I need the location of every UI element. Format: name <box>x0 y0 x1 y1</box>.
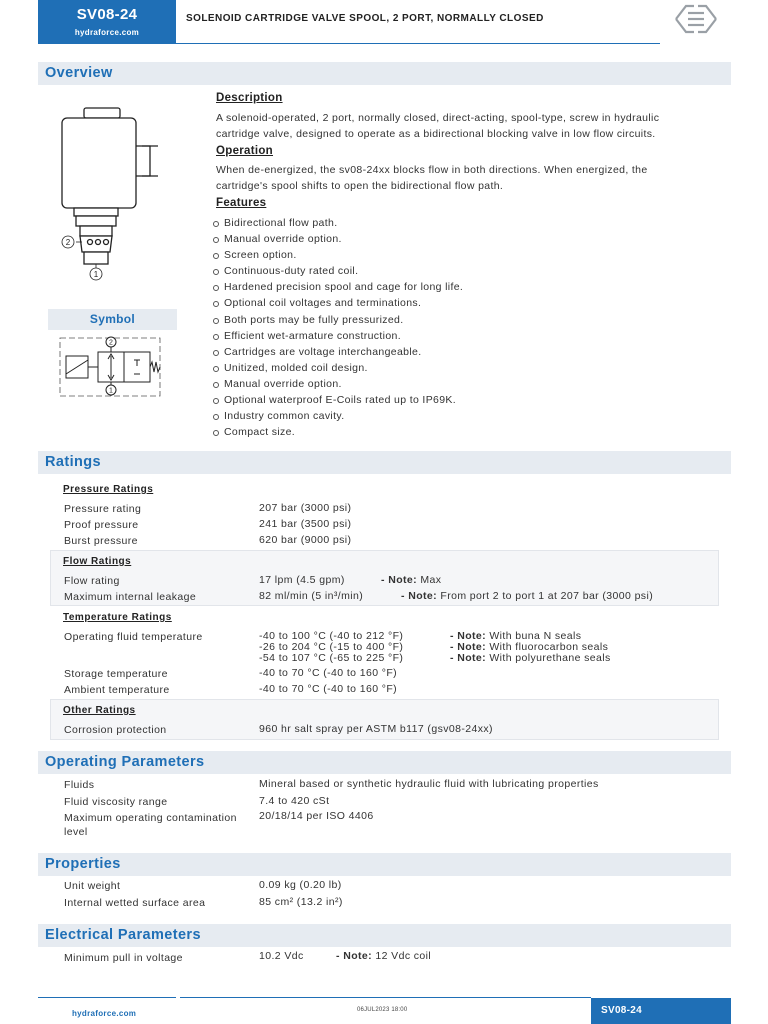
section-title-electrical-parameters: Electrical Parameters <box>45 927 201 943</box>
note-prefix: - Note: <box>450 652 487 664</box>
feature-item: Bidirectional flow path. <box>212 215 463 231</box>
section-title-ratings: Ratings <box>45 454 101 470</box>
operation-line: When de-energized, the sv08-24xx blocks flow in both directions. When energized, the <box>216 164 648 176</box>
contamination-label-line: level <box>64 825 88 838</box>
fluids-value: Mineral based or synthetic hydraulic fluid with lubricating properties <box>259 778 599 790</box>
feature-item: Industry common cavity. <box>212 408 463 424</box>
note-text: With polyurethane seals <box>489 652 611 664</box>
header-part-tab <box>38 0 176 44</box>
pressure-ratings-heading: Pressure Ratings <box>63 484 154 495</box>
fluid-temperature-value: -26 to 204 °C (-15 to 400 °F) <box>259 641 404 653</box>
minimum-pull-in-voltage-value: 10.2 Vdc <box>259 950 304 962</box>
operation-heading: Operation <box>216 145 274 157</box>
storage-temperature-label: Storage temperature <box>64 668 168 680</box>
header-part-number: SV08-24 <box>76 6 138 23</box>
note-prefix: - Note: <box>450 630 487 642</box>
symbol-header <box>48 309 177 330</box>
description-heading: Description <box>216 92 283 104</box>
pressure-rating-label: Pressure rating <box>64 503 142 515</box>
symbol-label: Symbol <box>89 312 136 326</box>
footer-part-tab <box>591 998 731 1024</box>
wetted-surface-area-value: 85 cm² (13.2 in²) <box>259 896 343 908</box>
valve-port-2-label: 2 <box>65 238 71 247</box>
section-electrical-parameters <box>38 924 731 947</box>
fluid-temperature-value: -54 to 107 °C (-65 to 225 °F) <box>259 652 404 664</box>
internal-leakage-value: 82 ml/min (5 in³/min) <box>259 590 364 602</box>
note-prefix: - Note: <box>381 574 418 586</box>
unit-weight-label: Unit weight <box>64 880 121 892</box>
fluid-viscosity-label: Fluid viscosity range <box>64 796 168 808</box>
feature-item: Unitized, molded coil design. <box>212 360 463 376</box>
footer-date: 06JUL2023 18:00 <box>357 1007 408 1013</box>
corrosion-protection-label: Corrosion protection <box>64 724 167 736</box>
section-overview <box>38 62 731 85</box>
other-ratings-heading: Other Ratings <box>63 705 136 716</box>
section-title-operating-parameters: Operating Parameters <box>45 754 205 770</box>
minimum-pull-in-voltage-note <box>336 951 431 963</box>
contamination-level-value: 20/18/14 per ISO 4406 <box>259 810 374 822</box>
description-line: cartridge valve, designed to operate as a bidirectional blocking valve in low flow circuits. <box>216 128 656 140</box>
hydraulic-symbol-image <box>58 334 164 402</box>
fluid-temperature-note <box>450 653 611 665</box>
flow-ratings-heading: Flow Ratings <box>63 556 132 567</box>
unit-weight-value: 0.09 kg (0.20 lb) <box>259 879 342 891</box>
feature-item: Compact size. <box>212 424 463 440</box>
proof-pressure-value: 241 bar (3500 psi) <box>259 518 352 530</box>
feature-item: Hardened precision spool and cage for long life. <box>212 279 463 295</box>
note-prefix: - Note: <box>336 950 373 962</box>
features-list <box>212 215 463 440</box>
symbol-port-2-label: 2 <box>109 339 113 347</box>
note-text: With buna N seals <box>489 630 582 642</box>
features-heading: Features <box>216 197 267 209</box>
symbol-port-1-label: 1 <box>109 387 113 395</box>
wetted-surface-area-label: Internal wetted surface area <box>64 897 206 909</box>
feature-item: Screen option. <box>212 247 463 263</box>
fluids-label: Fluids <box>64 779 95 791</box>
temperature-ratings-heading: Temperature Ratings <box>63 612 172 623</box>
note-prefix: - Note: <box>401 590 438 602</box>
fluid-viscosity-value: 7.4 to 420 cSt <box>259 795 330 807</box>
description-text <box>216 110 726 142</box>
description-line: A solenoid-operated, 2 port, normally closed, direct-acting, spool-type, screw in hydraulic <box>216 112 660 124</box>
footer-divider <box>180 997 591 998</box>
contamination-level-label <box>64 812 237 839</box>
note-text: From port 2 to port 1 at 207 bar (3000 psi) <box>440 590 654 602</box>
note-text: With fluorocarbon seals <box>489 641 609 653</box>
feature-item: Manual override option. <box>212 231 463 247</box>
section-title-overview: Overview <box>45 65 113 81</box>
feature-item: Continuous-duty rated coil. <box>212 263 463 279</box>
storage-temperature-value: -40 to 70 °C (-40 to 160 °F) <box>259 667 398 679</box>
section-operating-parameters <box>38 751 731 774</box>
burst-pressure-value: 620 bar (9000 psi) <box>259 534 352 546</box>
feature-item: Optional coil voltages and terminations. <box>212 295 463 311</box>
feature-item: Both ports may be fully pressurized. <box>212 312 463 328</box>
minimum-pull-in-voltage-label: Minimum pull in voltage <box>64 952 183 964</box>
header-website: hydraforce.com <box>74 28 140 37</box>
fluid-temperature-value: -40 to 100 °C (-40 to 212 °F) <box>259 630 404 642</box>
corrosion-protection-value: 960 hr salt spray per ASTM b117 (gsv08-24xx) <box>259 723 493 735</box>
document-title: SOLENOID CARTRIDGE VALVE SPOOL, 2 PORT, NORMALLY CLOSED <box>186 13 544 24</box>
section-ratings <box>38 451 731 474</box>
note-prefix: - Note: <box>450 641 487 653</box>
footer-divider <box>38 997 176 998</box>
section-title-properties: Properties <box>45 856 121 872</box>
operation-text <box>216 162 726 194</box>
feature-item: Efficient wet-armature construction. <box>212 328 463 344</box>
burst-pressure-label: Burst pressure <box>64 535 138 547</box>
operation-line: cartridge's spool shifts to open the bidirectional flow path. <box>216 180 504 192</box>
note-text: 12 Vdc coil <box>375 950 432 962</box>
header-divider <box>176 43 660 44</box>
flow-rating-note <box>381 575 441 587</box>
feature-item: Optional waterproof E-Coils rated up to IP69K. <box>212 392 463 408</box>
proof-pressure-label: Proof pressure <box>64 519 139 531</box>
feature-item: Manual override option. <box>212 376 463 392</box>
operating-fluid-temperature-label: Operating fluid temperature <box>64 631 203 643</box>
contamination-label-line: Maximum operating contamination <box>64 812 237 824</box>
ambient-temperature-label: Ambient temperature <box>64 684 170 696</box>
flow-rating-label: Flow rating <box>64 575 120 587</box>
valve-port-1-label: 1 <box>93 270 99 279</box>
note-text: Max <box>420 574 442 586</box>
hydraforce-logo-icon <box>672 2 720 36</box>
ambient-temperature-value: -40 to 70 °C (-40 to 160 °F) <box>259 683 398 695</box>
footer-website: hydraforce.com <box>72 1009 137 1018</box>
feature-item: Cartridges are voltage interchangeable. <box>212 344 463 360</box>
pressure-rating-value: 207 bar (3000 psi) <box>259 502 352 514</box>
flow-rating-value: 17 lpm (4.5 gpm) <box>259 574 345 586</box>
valve-cutaway-image <box>54 106 166 284</box>
internal-leakage-label: Maximum internal leakage <box>64 591 197 603</box>
section-properties <box>38 853 731 876</box>
internal-leakage-note <box>401 591 653 603</box>
footer-part-number: SV08-24 <box>601 1005 643 1016</box>
